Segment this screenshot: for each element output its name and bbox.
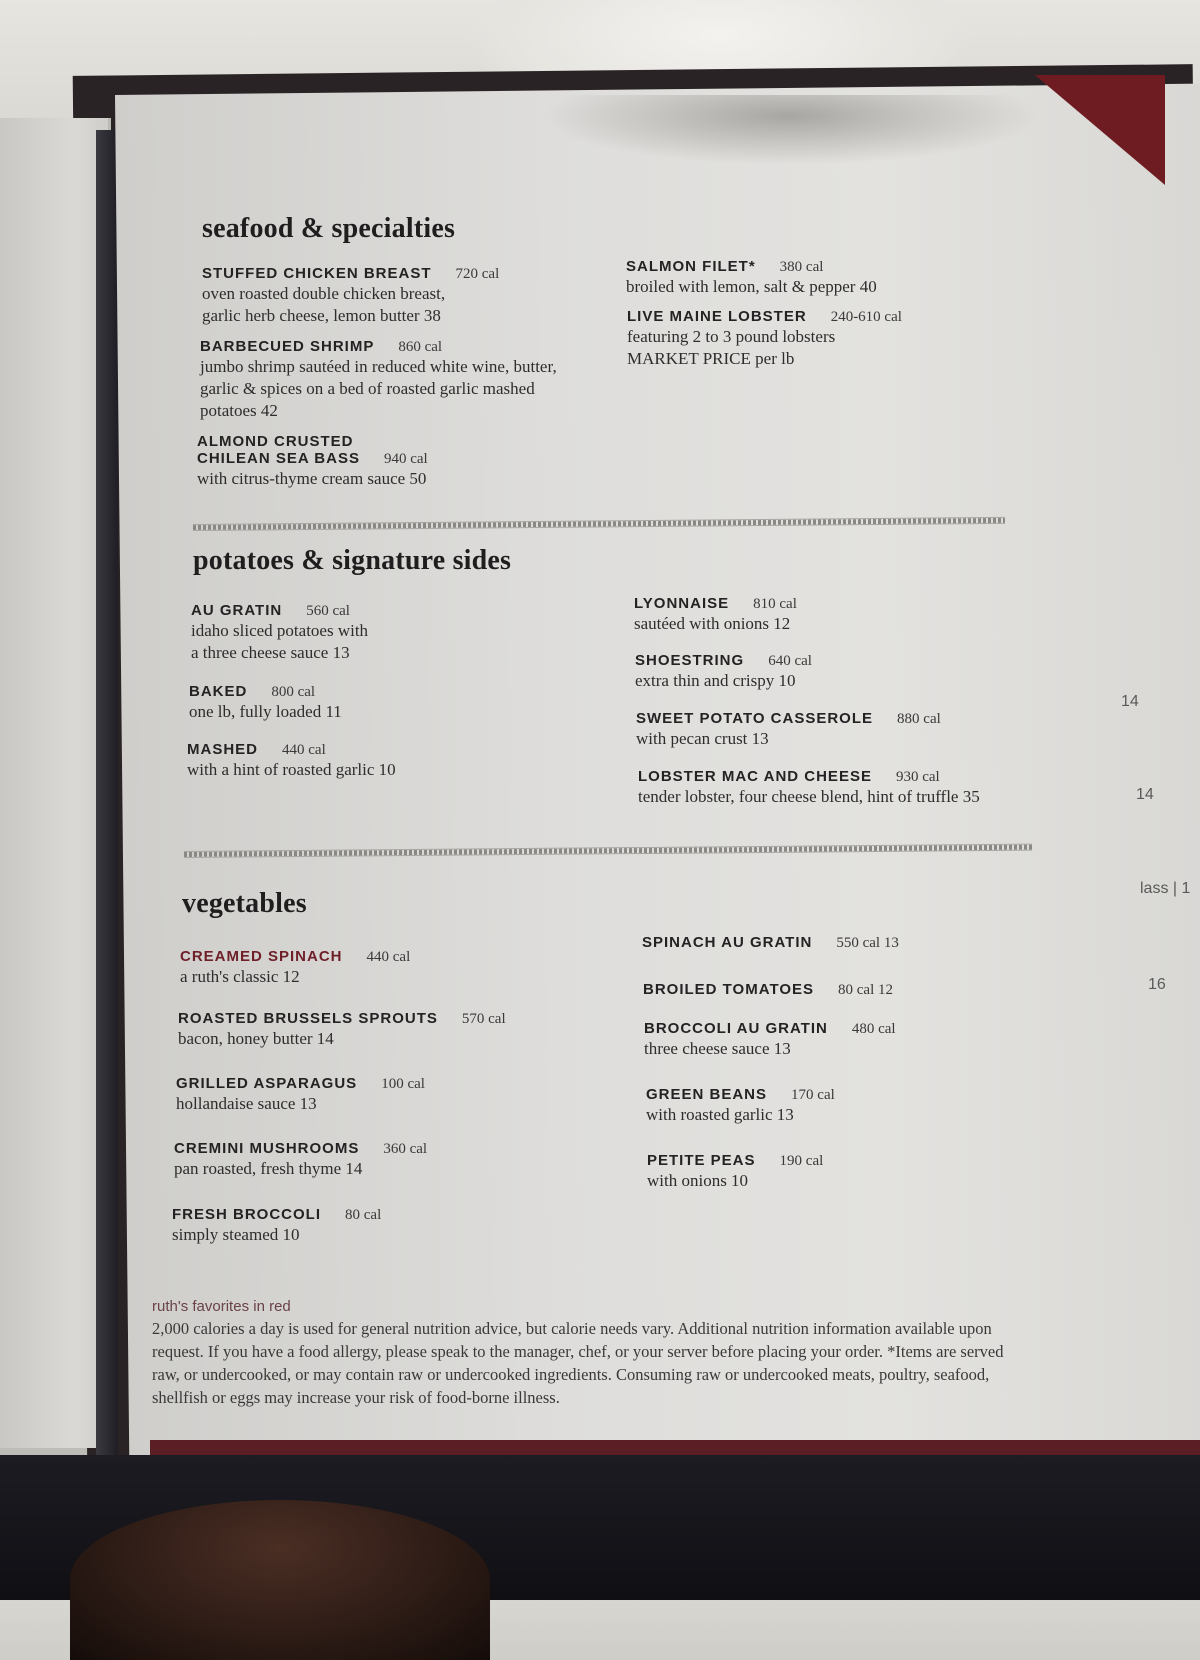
menu-item <box>643 981 893 999</box>
item-calories: 380 cal <box>779 259 824 275</box>
item-name: CHILEAN SEA BASS <box>197 450 360 467</box>
item-name-line1: ALMOND CRUSTED <box>197 433 354 450</box>
item-description: simply steamed 10 <box>172 1225 300 1244</box>
item-calories: 240-610 cal <box>830 309 902 325</box>
item-calories: 440 cal <box>366 949 411 965</box>
item-name: LIVE MAINE LOBSTER <box>627 308 807 325</box>
item-description: with onions 10 <box>647 1171 749 1190</box>
item-description: pan roasted, fresh thyme 14 <box>174 1159 363 1178</box>
menu-item <box>634 595 797 635</box>
menu-item <box>174 1140 427 1180</box>
item-name: CREMINI MUSHROOMS <box>174 1140 360 1157</box>
item-calories: 940 cal <box>383 451 428 467</box>
favorites-note: ruth's favorites in red <box>152 1298 291 1315</box>
item-calories: 800 cal <box>271 684 316 700</box>
item-calories: 80 cal 12 <box>838 982 893 998</box>
item-name: FRESH BROCCOLI <box>172 1206 321 1223</box>
menu-item <box>176 1075 425 1115</box>
item-calories: 560 cal <box>306 603 350 619</box>
item-calories: 930 cal <box>895 769 940 785</box>
item-description: sautéed with onions 12 <box>634 614 791 633</box>
item-calories: 880 cal <box>897 711 941 727</box>
item-description: one lb, fully loaded 11 <box>189 702 342 721</box>
item-description: oven roasted double chicken breast, garlic herb cheese, lemon butter 38 <box>202 284 446 325</box>
item-description: broiled with lemon, salt & pepper 40 <box>626 277 877 296</box>
item-calories: 810 cal <box>753 596 797 612</box>
item-description: idaho sliced potatoes with a three cheese sauce 13 <box>191 621 369 662</box>
item-name: STUFFED CHICKEN BREAST <box>202 265 432 282</box>
menu-item <box>647 1152 823 1192</box>
menu-item <box>627 308 902 370</box>
item-name: SALMON FILET* <box>626 258 756 275</box>
item-calories: 440 cal <box>282 742 326 758</box>
item-name: GRILLED ASPARAGUS <box>176 1075 358 1092</box>
item-name: PETITE PEAS <box>647 1152 756 1169</box>
section-title-seafood: seafood & specialties <box>202 213 456 244</box>
item-name: MASHED <box>187 741 259 758</box>
menu-item <box>646 1086 835 1126</box>
item-name: BROILED TOMATOES <box>643 981 815 998</box>
section-title-potatoes: potatoes & signature sides <box>193 545 512 576</box>
item-description: tender lobster, four cheese blend, hint of truffle 35 <box>638 787 980 806</box>
item-description: with roasted garlic 13 <box>646 1105 794 1124</box>
menu-item <box>636 710 941 750</box>
edge-price-3: 16 <box>1148 976 1166 993</box>
item-name: AU GRATIN <box>191 602 283 619</box>
item-description: with citrus-thyme cream sauce 50 <box>197 469 427 488</box>
item-name: BROCCOLI AU GRATIN <box>644 1020 828 1037</box>
menu-item <box>191 602 368 664</box>
menu-item <box>187 741 396 781</box>
item-description: with pecan crust 13 <box>636 729 769 748</box>
item-name: LYONNAISE <box>634 595 730 612</box>
item-calories: 360 cal <box>383 1141 428 1157</box>
menu-item <box>638 768 980 808</box>
item-name: SWEET POTATO CASSEROLE <box>636 710 874 727</box>
item-description: a ruth's classic 12 <box>180 967 300 986</box>
item-calories: 80 cal <box>345 1207 382 1223</box>
item-name: SPINACH AU GRATIN <box>642 934 813 951</box>
item-calories: 550 cal 13 <box>836 935 899 951</box>
menu-item <box>197 433 428 490</box>
section-title-vegetables: vegetables <box>182 888 307 919</box>
item-description: three cheese sauce 13 <box>644 1039 791 1058</box>
item-description: with a hint of roasted garlic 10 <box>187 760 396 779</box>
edge-price-2: 14 <box>1136 786 1154 803</box>
item-name: GREEN BEANS <box>646 1086 768 1103</box>
menu-item <box>644 1020 896 1060</box>
item-description: featuring 2 to 3 pound lobsters MARKET PRICE per lb <box>627 327 836 368</box>
menu-item <box>200 338 557 422</box>
menu-item <box>642 934 899 952</box>
item-description: bacon, honey butter 14 <box>178 1029 334 1048</box>
item-description: jumbo shrimp sautéed in reduced white wine, butter, garlic & spices on a bed of roasted garlic mashed potatoes 42 <box>200 357 557 420</box>
menu-item <box>172 1206 381 1246</box>
menu-item <box>626 258 877 298</box>
item-calories: 570 cal <box>461 1011 506 1027</box>
item-description: hollandaise sauce 13 <box>176 1094 317 1113</box>
item-calories: 170 cal <box>791 1087 835 1103</box>
menu-item <box>635 652 812 692</box>
item-calories: 640 cal <box>768 653 812 669</box>
item-name: BARBECUED SHRIMP <box>200 338 375 355</box>
item-name: SHOESTRING <box>635 652 745 669</box>
item-calories: 720 cal <box>455 266 500 282</box>
edge-price-1: 14 <box>1121 693 1139 710</box>
item-calories: 100 cal <box>381 1076 425 1092</box>
item-calories: 190 cal <box>779 1153 824 1169</box>
section-divider <box>184 844 1032 858</box>
menu-item <box>202 265 499 327</box>
menu-item <box>180 948 410 988</box>
menu-item <box>189 683 342 723</box>
section-divider <box>193 517 1005 531</box>
menu-footer <box>152 1298 1012 1409</box>
item-name: ROASTED BRUSSELS SPROUTS <box>178 1010 438 1027</box>
item-name: LOBSTER MAC AND CHEESE <box>638 768 872 785</box>
item-name: BAKED <box>189 683 248 700</box>
item-calories: 860 cal <box>398 339 443 355</box>
item-description: extra thin and crispy 10 <box>635 671 796 690</box>
item-name-favorite: CREAMED SPINACH <box>180 948 343 965</box>
menu-item <box>178 1010 506 1050</box>
item-calories: 480 cal <box>851 1021 896 1037</box>
nutrition-disclaimer: 2,000 calories a day is used for general nutrition advice, but calorie needs vary. Additional nutrition information available upon request. If you have a food allergy, please speak to the manager, chef, or your server before placing your order. *Items are served raw, or undercooked, or may contain raw or undercooked ingredients. Consuming raw or undercooked meats, poultry, seafood, shellfish or eggs may increase your risk of food-borne illness. <box>152 1319 1004 1407</box>
edge-text-glass: lass | 1 <box>1140 880 1191 897</box>
